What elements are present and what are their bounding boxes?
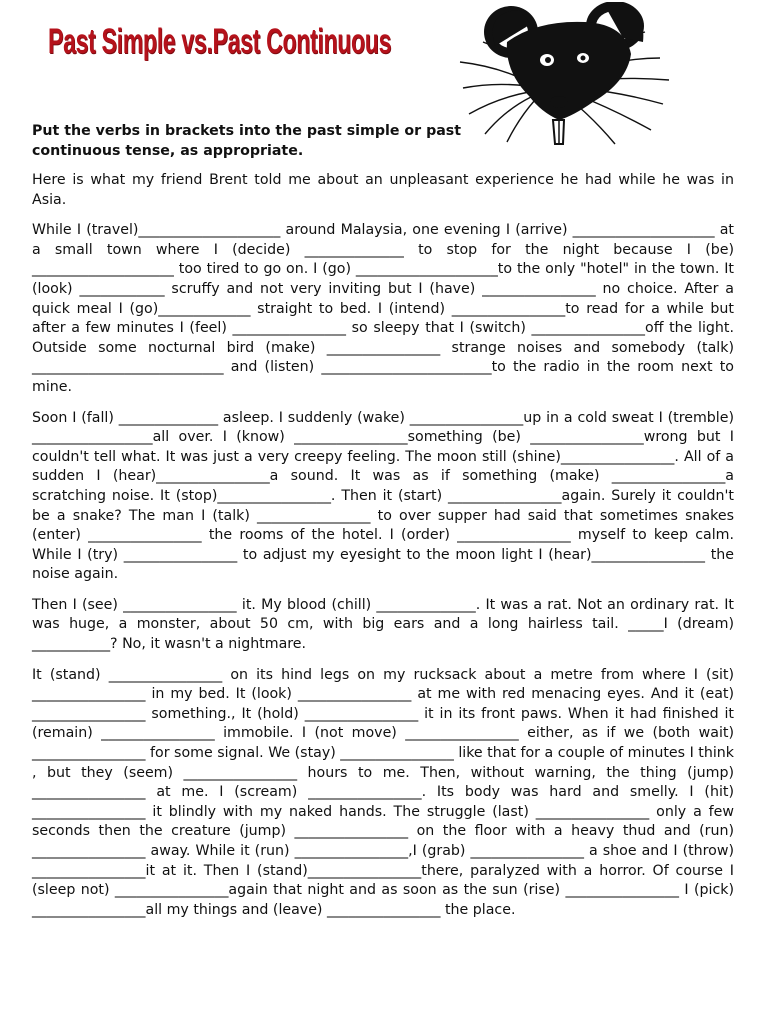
exercise-paragraph-2: Soon I (fall) ______________ asleep. I suddenly (wake) ________________up in a cold sweat I (tremble) _________________all over. I (know) ________________something (be) ________________wrong but I couldn't tell what. It was just a very creepy feeling. The moon still (shine)________________. All of a sudden I (hear)________________a sound. It was as if something (make) ________________a scratching noise. It (stop)________________. Then it (start) ________________again. Surely it couldn't be a snake? The man I (talk) ________________ to over supper had said that sometimes snakes (enter) ________________ the rooms of the hotel. I (order) ________________ myself to keep calm. While I (try) ________________ to adjust my eyesight to the moon light I (hear)________________ the noise again. <box>32 409 734 583</box>
story-text <box>32 171 734 931</box>
rat-nose <box>550 96 568 108</box>
rat-head-illustration <box>455 2 715 154</box>
exercise-paragraph-3: Then I (see) ________________ it. My blood (chill) ______________. It was a rat. Not an ordinary rat. It was huge, a monster, about 50 cm, with big ears and a long hairless tail. _____I (dream) ___________? No, it wasn't a nightmare. <box>32 596 734 653</box>
exercise-paragraph-4: It (stand) ________________ on its hind legs on my rucksack about a metre from where I (sit) ________________ in my bed. It (look) ________________ at me with red menacing eyes. And it (eat) ________________ something., It (hold) ________________ it in its front paws. When it had finished it (remain) ________________ immobile. I (not move) ________________ either, as if we (both wait) ________________ for some signal. We (stay) ________________ like that for a couple of minutes I think , but they (seem) ________________ hours to me. Then, without warning, the thing (jump) ________________ at me. I (scream) ________________. Its body was hard and smelly. I (hit) ________________ it blindly with my naked hands. The struggle (last) ________________ only a few seconds then the creature (jump) ________________ on the floor with a heavy thud and (run) ________________ away. While it (run) ________________,I (grab) ________________ a shoe and I (throw) ________________it at it. Then I (stand)________________there, paralyzed with a horror. Of course I (sleep not) ________________again that night and as soon as the sun (rise) ________________ I (pick) ________________all my things and (leave) ________________ the place. <box>32 666 734 918</box>
exercise-paragraph-1: While I (travel)____________________ around Malaysia, one evening I (arrive) ____________________ at a small town where I (decide) ______________ to stop for the night because I (be) ____________________ too tired to go on. I (go) ____________________to the only "hotel" in the town. It (look) ____________ scruffy and not very inviting but I (have) ________________ no choice. After a quick meal I (go)_____________ straight to bed. I (intend) ________________to read for a while but after a few minutes I (feel) ________________ so sleepy that I (switch) ________________off the light. Outside some nocturnal bird (make) ________________ strange noises and somebody (talk) ___________________________ and (listen) ________________________to the radio in the room next to mine. <box>32 222 734 395</box>
rat-head <box>507 22 631 120</box>
intro-paragraph: Here is what my friend Brent told me about an unpleasant experience he had while he was in Asia. <box>32 172 734 208</box>
instruction-text: Put the verbs in brackets into the past simple or past continuous tense, as appropriate. <box>32 123 462 159</box>
worksheet-title: Past Simple vs.Past Continuous <box>48 22 392 61</box>
